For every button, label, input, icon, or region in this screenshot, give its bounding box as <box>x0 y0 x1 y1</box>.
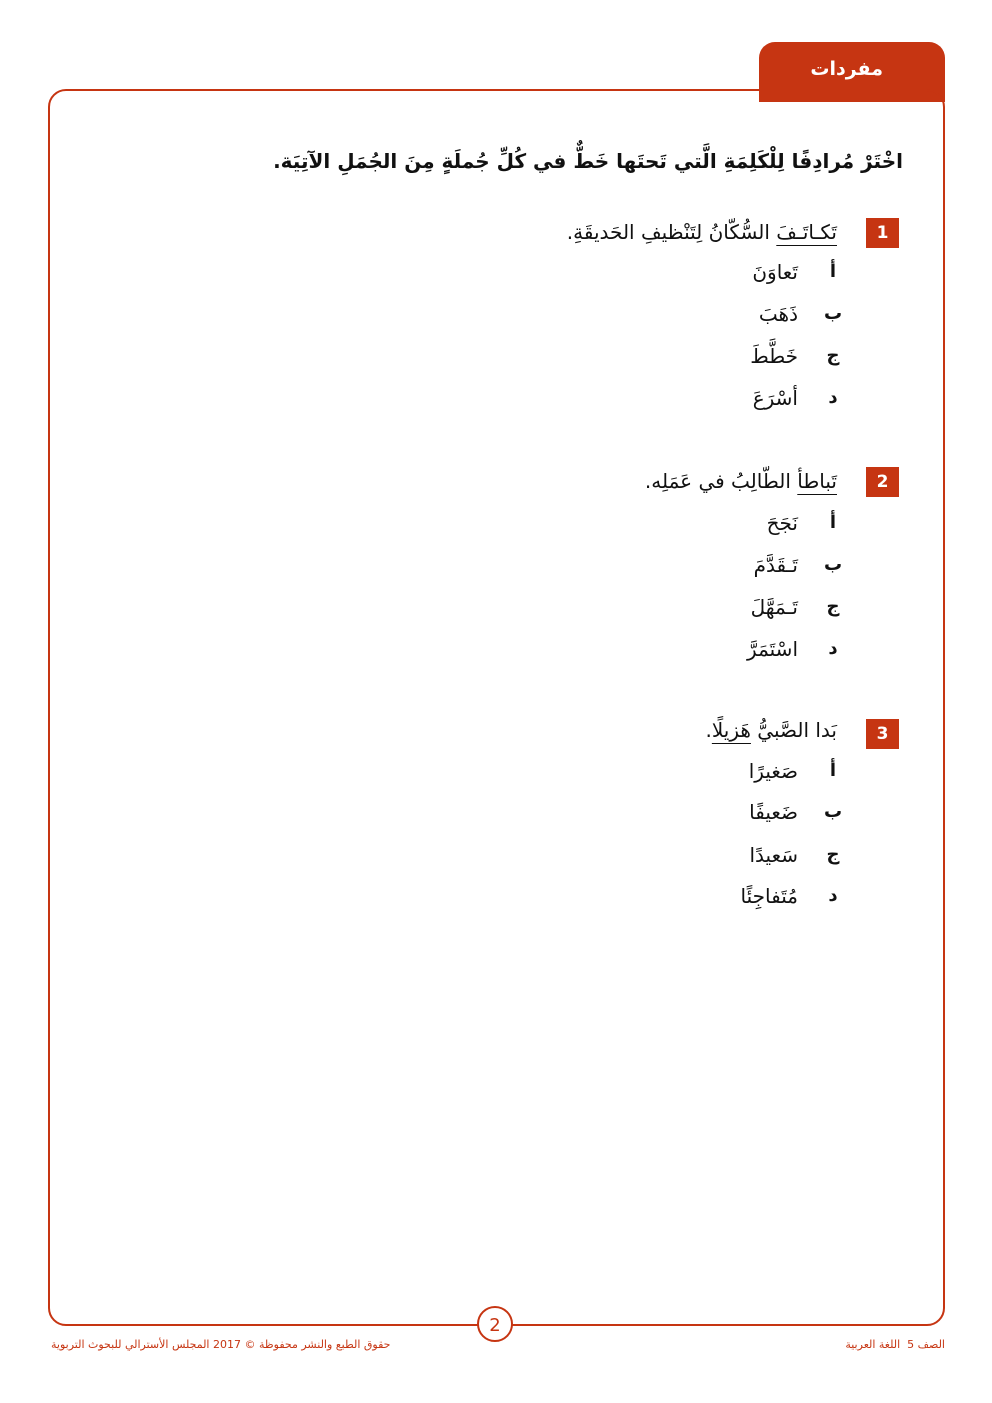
option-1b[interactable] <box>544 299 844 329</box>
page-number: 2 <box>477 1306 513 1342</box>
option-letter: أ <box>829 512 837 533</box>
question-text-3 <box>237 715 837 745</box>
option-1a[interactable] <box>544 257 844 287</box>
option-2b[interactable] <box>544 550 844 580</box>
instruction-text: اخْتَرْ مُرادِفًا لِلْكَلِمَةِ الَّتي تَحتَها خَطٌّ في كُلِّ جُملَةٍ مِنَ الجُمَلِ الآتِيَة. <box>273 149 903 173</box>
underlined-word-3: هَزيلًا <box>711 718 751 742</box>
question-after-3: . <box>705 718 712 742</box>
option-3b[interactable] <box>544 797 844 827</box>
option-text: أسْرَعَ <box>752 386 798 410</box>
footer-grade: الصف 5 <box>907 1338 945 1351</box>
question-text-1 <box>237 217 837 247</box>
option-2c[interactable] <box>544 592 844 622</box>
question-rest-1: السُّكّانُ لِتَنْظيفِ الحَديقَةِ. <box>566 220 777 244</box>
question-number-2: 2 <box>866 467 899 497</box>
option-letter: أ <box>829 760 837 781</box>
underlined-word-2: تَباطأ <box>797 469 837 493</box>
option-3d[interactable] <box>544 881 844 911</box>
option-letter: ج <box>826 345 840 366</box>
option-2a[interactable] <box>544 508 844 538</box>
option-text: صَغيرًا <box>748 759 798 783</box>
option-text: تَـقَدَّمَ <box>753 553 798 577</box>
option-2d[interactable] <box>544 634 844 664</box>
option-letter: د <box>828 387 838 408</box>
underlined-word-1: تَكـاتَـفَ <box>776 220 837 244</box>
footer-copyright: حقوق الطبع والنشر محفوظة © 2017 المجلس الأسترالي للبحوث التربوية <box>51 1338 391 1351</box>
footer-subject: اللغة العربية <box>845 1338 901 1351</box>
option-3c[interactable] <box>544 840 844 870</box>
option-3a[interactable] <box>544 756 844 786</box>
option-1d[interactable] <box>544 383 844 413</box>
option-text: تَـمَهَّلَ <box>750 595 798 619</box>
option-text: اسْتَمَرَّ <box>747 637 798 661</box>
option-text: خَطَّطَ <box>750 344 798 368</box>
option-letter: د <box>828 638 838 659</box>
option-letter: أ <box>829 261 837 282</box>
option-letter: ب <box>823 801 843 822</box>
option-text: تَعاوَنَ <box>752 260 798 284</box>
option-letter: ب <box>823 303 843 324</box>
option-text: نَجَحَ <box>766 511 798 535</box>
section-tab-label: مفردات <box>810 58 883 80</box>
option-letter: ج <box>826 844 840 865</box>
option-letter: ج <box>826 596 840 617</box>
question-before-3: بَدا الصَّبيُّ <box>750 718 837 742</box>
question-number-1: 1 <box>866 218 899 248</box>
option-text: ذَهَبَ <box>758 302 798 326</box>
question-rest-2: الطّالِبُ في عَمَلِه. <box>644 469 798 493</box>
footer-grade-subject <box>845 1338 945 1351</box>
option-text: سَعيدًا <box>749 843 798 867</box>
question-number-3: 3 <box>866 719 899 749</box>
option-text: ضَعيفًا <box>749 800 798 824</box>
option-letter: د <box>828 885 838 906</box>
option-letter: ب <box>823 554 843 575</box>
option-1c[interactable] <box>544 341 844 371</box>
question-text-2 <box>237 466 837 496</box>
option-text: مُتَفاجِئًا <box>740 884 798 908</box>
